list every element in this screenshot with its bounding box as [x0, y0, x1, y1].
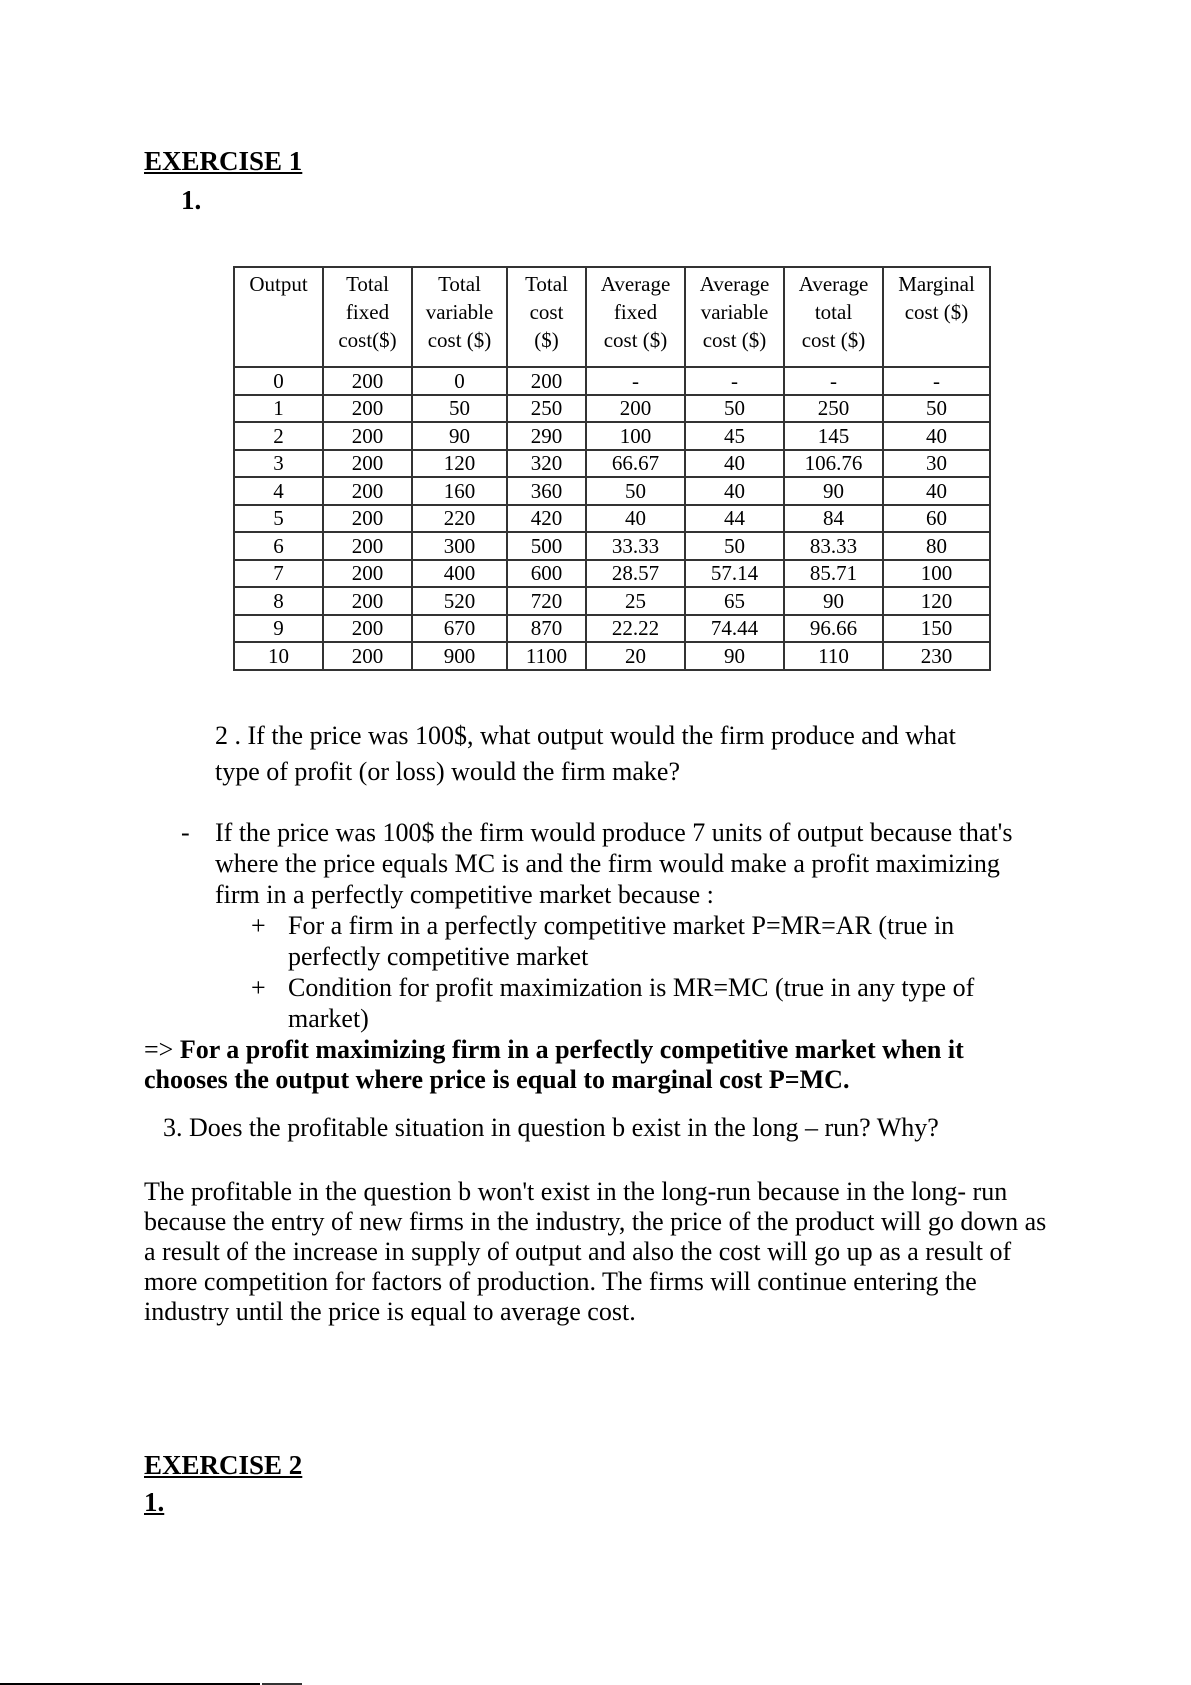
column-header-line: Average [600, 272, 671, 296]
table-cell: 200 [323, 395, 412, 423]
table-cell: 100 [883, 560, 990, 588]
column-header [507, 267, 586, 367]
table-row [234, 477, 990, 505]
table-cell: 250 [784, 395, 883, 423]
table-cell: 290 [507, 422, 586, 450]
table-cell: 520 [412, 587, 507, 615]
table-cell: 60 [883, 505, 990, 533]
column-header-line: cost($) [338, 328, 397, 352]
column-header-line: cost ($) [427, 328, 492, 352]
column-header-line: Marginal [898, 272, 975, 296]
column-header-line: ($) [534, 328, 559, 352]
table-cell: 200 [323, 505, 412, 533]
answer-line: firm in a perfectly competitive market because : [215, 880, 714, 909]
answer-line: The profitable in the question b won't exist in the long-run because in the long- run [144, 1177, 1008, 1206]
table-cell: 25 [586, 587, 685, 615]
question-1-number: 1. [181, 185, 202, 215]
table-cell: 90 [784, 477, 883, 505]
table-cell: 22.22 [586, 615, 685, 643]
table-cell: 4 [234, 477, 323, 505]
table-cell: 120 [412, 450, 507, 478]
column-header-line: Total [346, 272, 389, 296]
column-header [685, 267, 784, 367]
table-cell: 160 [412, 477, 507, 505]
table-cell: 900 [412, 642, 507, 670]
table-cell: 420 [507, 505, 586, 533]
answer-line: a result of the increase in supply of output and also the cost will go up as a result of [144, 1237, 1012, 1266]
table-body [234, 367, 990, 670]
question-2-line: type of profit (or loss) would the firm make? [215, 757, 680, 786]
table-cell: 120 [883, 587, 990, 615]
column-header [883, 267, 990, 367]
table-cell: 40 [586, 505, 685, 533]
table-cell: 145 [784, 422, 883, 450]
table-cell: 96.66 [784, 615, 883, 643]
table-cell: 200 [507, 367, 586, 395]
table-cell: - [883, 367, 990, 395]
sub-item-line: market) [288, 1004, 369, 1033]
table-cell: 57.14 [685, 560, 784, 588]
conclusion-line: chooses the output where price is equal to marginal cost P=MC. [144, 1065, 850, 1094]
table-cell: 50 [685, 532, 784, 560]
table-cell: 5 [234, 505, 323, 533]
table-cell: 250 [507, 395, 586, 423]
column-header [323, 267, 412, 367]
sub-bullet: + [251, 973, 266, 1002]
table-cell: 106.76 [784, 450, 883, 478]
table-cell: 200 [323, 560, 412, 588]
column-header-line: variable [700, 300, 769, 324]
table-cell: 1 [234, 395, 323, 423]
column-header-line: Average [798, 272, 869, 296]
sub-item-line: For a firm in a perfectly competitive market P=MR=AR (true in [288, 911, 955, 940]
answer-bullet: - [181, 818, 190, 847]
table-row [234, 560, 990, 588]
exercise-2-question-1-number: 1. [144, 1487, 165, 1517]
table-cell: 6 [234, 532, 323, 560]
column-header-line: Average [699, 272, 770, 296]
column-header-line: Output [249, 272, 308, 296]
exercise-2-heading: EXERCISE 2 [144, 1450, 303, 1480]
question-3-answer [144, 1177, 1046, 1327]
column-header-line: Total [438, 272, 481, 296]
table-cell: 400 [412, 560, 507, 588]
table-cell: 300 [412, 532, 507, 560]
table-row [234, 505, 990, 533]
table-cell: 320 [507, 450, 586, 478]
table-cell: 200 [323, 642, 412, 670]
answer-line: because the entry of new firms in the industry, the price of the product will go down as [144, 1207, 1047, 1236]
column-header-line: total [814, 300, 853, 324]
table-cell: 200 [323, 450, 412, 478]
table-cell: 90 [784, 587, 883, 615]
table-cell: 0 [234, 367, 323, 395]
sub-item-line: Condition for profit maximization is MR=MC (true in any type of [288, 973, 975, 1002]
table-cell: 44 [685, 505, 784, 533]
table-cell: 200 [323, 477, 412, 505]
exercise-1-heading: EXERCISE 1 [144, 146, 303, 176]
conclusion-arrow: => [144, 1035, 174, 1064]
table-cell: 670 [412, 615, 507, 643]
table-cell: 50 [586, 477, 685, 505]
table-cell: 40 [685, 450, 784, 478]
column-header-line: cost ($) [904, 300, 969, 324]
table-cell: - [586, 367, 685, 395]
table-cell: - [784, 367, 883, 395]
column-header-line: fixed [345, 300, 390, 324]
table-cell: 9 [234, 615, 323, 643]
answer-line: where the price equals MC is and the firm would make a profit maximizing [215, 849, 1000, 878]
column-header [412, 267, 507, 367]
table-row [234, 615, 990, 643]
column-header [234, 267, 323, 367]
table-cell: 40 [883, 477, 990, 505]
column-header-line: cost ($) [702, 328, 767, 352]
table-cell: 100 [586, 422, 685, 450]
table-cell: 7 [234, 560, 323, 588]
table-cell: 85.71 [784, 560, 883, 588]
table-cell: 110 [784, 642, 883, 670]
sub-bullet: + [251, 911, 266, 940]
answer-line: industry until the price is equal to average cost. [144, 1297, 636, 1326]
table-cell: 600 [507, 560, 586, 588]
table-row [234, 395, 990, 423]
question-2-answer [215, 817, 1012, 910]
table-cell: 90 [412, 422, 507, 450]
table-cell: 50 [685, 395, 784, 423]
conclusion-line: For a profit maximizing firm in a perfectly competitive market when it [179, 1035, 964, 1064]
question-2-line: 2 . If the price was 100$, what output would the firm produce and what [215, 721, 956, 750]
column-header [784, 267, 883, 367]
table-cell: 10 [234, 642, 323, 670]
table-row [234, 450, 990, 478]
table-cell: 360 [507, 477, 586, 505]
conclusion [144, 1035, 964, 1095]
table-cell: 500 [507, 532, 586, 560]
column-header-line: cost ($) [801, 328, 866, 352]
table-cell: 200 [323, 615, 412, 643]
table-row [234, 642, 990, 670]
column-header [586, 267, 685, 367]
table-cell: 0 [412, 367, 507, 395]
table-cell: 220 [412, 505, 507, 533]
table-cell: 50 [412, 395, 507, 423]
table-cell: 230 [883, 642, 990, 670]
table-cell: 83.33 [784, 532, 883, 560]
table-cell: 40 [883, 422, 990, 450]
table-cell: 200 [323, 587, 412, 615]
table-cell: 30 [883, 450, 990, 478]
column-header-line: variable [425, 300, 494, 324]
table-cell: 40 [685, 477, 784, 505]
table-row [234, 367, 990, 395]
table-cell: 870 [507, 615, 586, 643]
table-row [234, 532, 990, 560]
table-cell: 74.44 [685, 615, 784, 643]
column-header-line: fixed [613, 300, 658, 324]
table-cell: - [685, 367, 784, 395]
table-row [234, 587, 990, 615]
table-cell: 80 [883, 532, 990, 560]
table-header-row [234, 267, 990, 367]
table-cell: 200 [323, 532, 412, 560]
answer-line: more competition for factors of production. The firms will continue entering the [144, 1267, 977, 1296]
table-cell: 20 [586, 642, 685, 670]
table-cell: 66.67 [586, 450, 685, 478]
cost-table [233, 266, 991, 671]
question-3: 3. Does the profitable situation in question b exist in the long – run? Why? [163, 1113, 939, 1142]
question-2 [215, 718, 956, 790]
table-cell: 1100 [507, 642, 586, 670]
table-cell: 200 [323, 422, 412, 450]
table-cell: 90 [685, 642, 784, 670]
table-cell: 33.33 [586, 532, 685, 560]
table-cell: 200 [586, 395, 685, 423]
sub-item-2 [288, 972, 974, 1034]
sub-item-line: perfectly competitive market [288, 942, 589, 971]
table-cell: 8 [234, 587, 323, 615]
table-cell: 28.57 [586, 560, 685, 588]
table-cell: 65 [685, 587, 784, 615]
column-header-line: cost ($) [603, 328, 668, 352]
table-cell: 3 [234, 450, 323, 478]
column-header-line: Total [525, 272, 568, 296]
table-cell: 720 [507, 587, 586, 615]
answer-line: If the price was 100$ the firm would produce 7 units of output because that's [215, 818, 1013, 847]
table-cell: 84 [784, 505, 883, 533]
table-row [234, 422, 990, 450]
table-cell: 50 [883, 395, 990, 423]
table-cell: 200 [323, 367, 412, 395]
sub-item-1 [288, 910, 954, 972]
table-cell: 150 [883, 615, 990, 643]
table-cell: 45 [685, 422, 784, 450]
column-header-line: cost [529, 300, 564, 324]
table-cell: 2 [234, 422, 323, 450]
